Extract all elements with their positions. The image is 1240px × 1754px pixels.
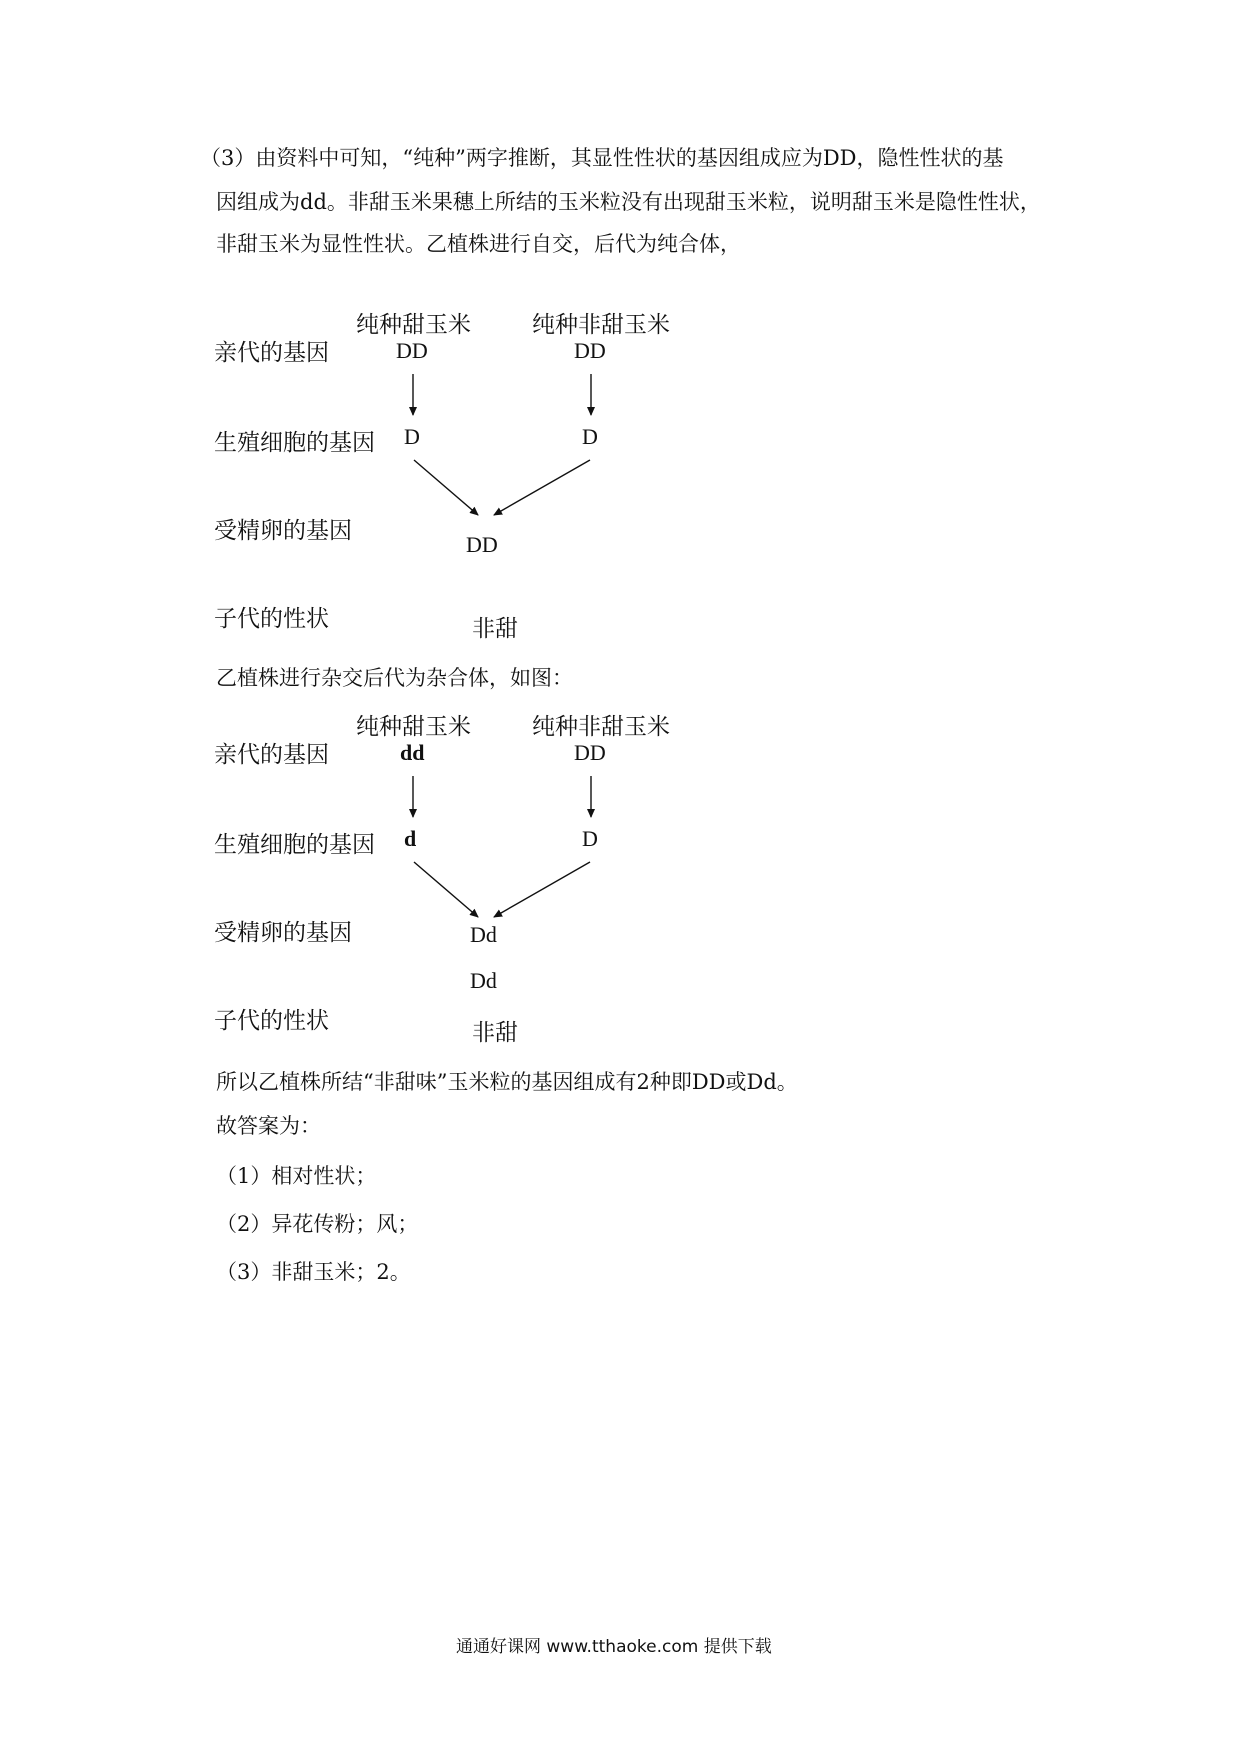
parent-right-gene: DD bbox=[574, 338, 606, 363]
arrow-diag-left bbox=[414, 460, 478, 515]
cross-intro-text: 乙植株进行杂交后代为杂合体，如图： bbox=[216, 666, 573, 690]
offspring-gene: Dd bbox=[470, 968, 497, 993]
parent-left-gene: DD bbox=[396, 338, 428, 363]
row-label-gamete-gene: 生殖细胞的基因 bbox=[214, 430, 375, 456]
paragraph-line-3: 非甜玉米为显性性状。乙植株进行自交，后代为纯合体， bbox=[216, 232, 741, 256]
parent-right-title: 纯种非甜玉米 bbox=[532, 714, 670, 740]
parent-left-title: 纯种甜玉米 bbox=[356, 312, 471, 338]
parent-left-title: 纯种甜玉米 bbox=[356, 714, 471, 740]
row-label-parent-gene: 亲代的基因 bbox=[214, 742, 329, 768]
arrow-diag-right bbox=[494, 862, 590, 917]
answer-1: （1）相对性状； bbox=[216, 1164, 377, 1188]
parent-left-gene: dd bbox=[400, 740, 425, 765]
answer-3: （3）非甜玉米；2。 bbox=[216, 1260, 411, 1284]
offspring-trait: 非甜 bbox=[472, 616, 518, 642]
paragraph-line-1: （3）由资料中可知，“纯种”两字推断，其显性性状的基因组成应为DD，隐性性状的基 bbox=[200, 146, 1004, 170]
row-label-zygote-gene: 受精卵的基因 bbox=[214, 920, 352, 946]
zygote-gene: DD bbox=[466, 532, 498, 557]
answer-title: 故答案为： bbox=[216, 1114, 321, 1138]
row-label-parent-gene: 亲代的基因 bbox=[214, 340, 329, 366]
zygote-gene: Dd bbox=[470, 922, 497, 947]
offspring-trait: 非甜 bbox=[472, 1020, 518, 1046]
arrow-diag-left bbox=[414, 862, 478, 917]
conclusion-text: 所以乙植株所结“非甜味”玉米粒的基因组成有2种即DD或Dd。 bbox=[216, 1070, 798, 1094]
row-label-zygote-gene: 受精卵的基因 bbox=[214, 518, 352, 544]
parent-right-title: 纯种非甜玉米 bbox=[532, 312, 670, 338]
row-label-offspring-trait: 子代的性状 bbox=[214, 606, 329, 632]
paragraph-line-2: 因组成为dd。非甜玉米果穗上所结的玉米粒没有出现甜玉米粒，说明甜玉米是隐性性状， bbox=[216, 190, 1041, 214]
gamete-right-gene: D bbox=[582, 424, 598, 449]
footer-text: 通通好课网 www.tthaoke.com 提供下载 bbox=[456, 1637, 772, 1657]
row-label-offspring-trait: 子代的性状 bbox=[214, 1008, 329, 1034]
parent-right-gene: DD bbox=[574, 740, 606, 765]
gamete-left-gene: D bbox=[404, 424, 420, 449]
gamete-left-gene: d bbox=[404, 826, 417, 851]
answer-2: （2）异花传粉；风； bbox=[216, 1212, 419, 1236]
gamete-right-gene: D bbox=[582, 826, 598, 851]
arrow-diag-right bbox=[494, 460, 590, 515]
row-label-gamete-gene: 生殖细胞的基因 bbox=[214, 832, 375, 858]
